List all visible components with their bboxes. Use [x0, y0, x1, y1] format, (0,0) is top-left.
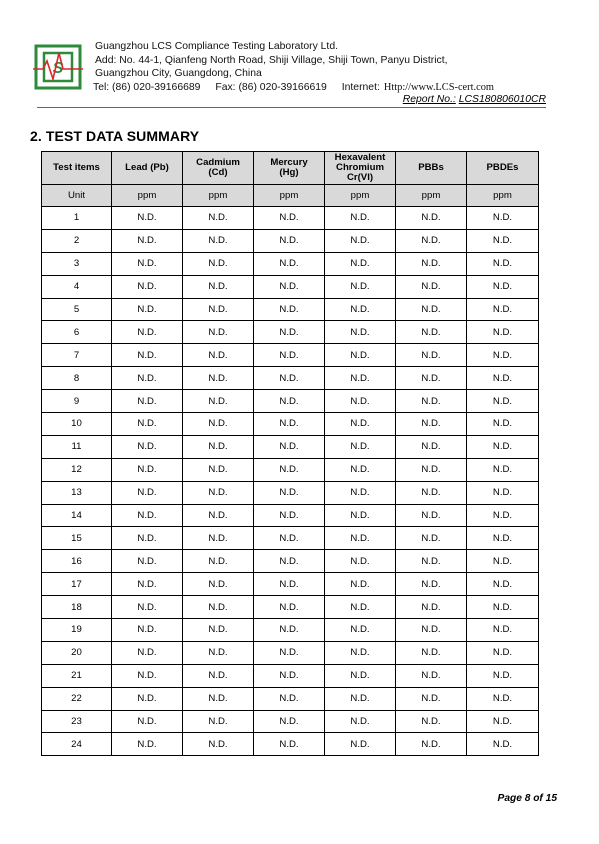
result-cell: N.D.: [112, 733, 183, 756]
result-cell: N.D.: [396, 641, 467, 664]
result-cell: N.D.: [112, 252, 183, 275]
result-cell: N.D.: [396, 733, 467, 756]
result-cell: N.D.: [467, 367, 539, 390]
result-cell: N.D.: [254, 458, 325, 481]
result-cell: N.D.: [254, 664, 325, 687]
result-cell: N.D.: [254, 435, 325, 458]
result-cell: N.D.: [183, 573, 254, 596]
result-cell: N.D.: [183, 710, 254, 733]
test-item-number: 13: [42, 481, 112, 504]
result-cell: N.D.: [183, 229, 254, 252]
unit-cell: ppm: [254, 185, 325, 207]
result-cell: N.D.: [396, 527, 467, 550]
result-cell: N.D.: [183, 321, 254, 344]
result-cell: N.D.: [467, 298, 539, 321]
test-item-number: 19: [42, 619, 112, 642]
result-cell: N.D.: [254, 573, 325, 596]
header-mercury: Mercury (Hg): [254, 152, 325, 185]
table-row: [42, 619, 539, 642]
result-cell: N.D.: [467, 619, 539, 642]
result-cell: N.D.: [396, 458, 467, 481]
table-row: [42, 550, 539, 573]
result-cell: N.D.: [183, 390, 254, 413]
unit-cell: ppm: [183, 185, 254, 207]
result-cell: N.D.: [183, 596, 254, 619]
result-cell: N.D.: [183, 664, 254, 687]
result-cell: N.D.: [467, 207, 539, 230]
result-cell: N.D.: [467, 687, 539, 710]
result-cell: N.D.: [467, 321, 539, 344]
result-cell: N.D.: [467, 229, 539, 252]
result-cell: N.D.: [325, 619, 396, 642]
table-row: [42, 641, 539, 664]
test-item-number: 11: [42, 435, 112, 458]
result-cell: N.D.: [183, 344, 254, 367]
test-item-number: 20: [42, 641, 112, 664]
result-cell: N.D.: [325, 733, 396, 756]
result-cell: N.D.: [396, 619, 467, 642]
table-row: [42, 321, 539, 344]
test-item-number: 23: [42, 710, 112, 733]
test-item-number: 9: [42, 390, 112, 413]
result-cell: N.D.: [112, 504, 183, 527]
report-number-label: Report No.:: [402, 94, 456, 105]
table-row: [42, 504, 539, 527]
test-item-number: 16: [42, 550, 112, 573]
unit-row: [42, 185, 539, 207]
result-cell: N.D.: [396, 550, 467, 573]
result-cell: N.D.: [396, 596, 467, 619]
test-item-number: 15: [42, 527, 112, 550]
result-cell: N.D.: [396, 275, 467, 298]
result-cell: N.D.: [467, 390, 539, 413]
lcs-logo-icon: [33, 43, 83, 91]
table-row: [42, 298, 539, 321]
result-cell: N.D.: [254, 619, 325, 642]
test-item-number: 6: [42, 321, 112, 344]
result-cell: N.D.: [325, 252, 396, 275]
result-cell: N.D.: [467, 664, 539, 687]
table-row: [42, 275, 539, 298]
test-item-number: 4: [42, 275, 112, 298]
result-cell: N.D.: [396, 573, 467, 596]
table-row: [42, 687, 539, 710]
table-row: [42, 252, 539, 275]
table-row: [42, 664, 539, 687]
header-cadmium: Cadmium (Cd): [183, 152, 254, 185]
header-lead: Lead (Pb): [112, 152, 183, 185]
header-pbbs: PBBs: [396, 152, 467, 185]
result-cell: N.D.: [467, 252, 539, 275]
table-row: [42, 573, 539, 596]
result-cell: N.D.: [325, 298, 396, 321]
result-cell: N.D.: [112, 390, 183, 413]
result-cell: N.D.: [396, 413, 467, 436]
result-cell: N.D.: [396, 229, 467, 252]
test-item-number: 8: [42, 367, 112, 390]
test-item-number: 3: [42, 252, 112, 275]
result-cell: N.D.: [325, 710, 396, 733]
result-cell: N.D.: [183, 275, 254, 298]
result-cell: N.D.: [396, 687, 467, 710]
address-line-2: Guangzhou City, Guangdong, China: [95, 68, 262, 80]
result-cell: N.D.: [254, 504, 325, 527]
table-row: [42, 481, 539, 504]
table-row: [42, 344, 539, 367]
internet-url[interactable]: Http://www.LCS-cert.com: [383, 81, 495, 93]
result-cell: N.D.: [325, 435, 396, 458]
result-cell: N.D.: [325, 664, 396, 687]
header-contact-block: [95, 40, 506, 94]
result-cell: N.D.: [254, 733, 325, 756]
result-cell: N.D.: [183, 458, 254, 481]
result-cell: N.D.: [396, 481, 467, 504]
table-row: [42, 207, 539, 230]
result-cell: N.D.: [112, 344, 183, 367]
test-item-number: 18: [42, 596, 112, 619]
result-cell: N.D.: [325, 481, 396, 504]
result-cell: N.D.: [467, 733, 539, 756]
result-cell: N.D.: [112, 710, 183, 733]
result-cell: N.D.: [112, 596, 183, 619]
result-cell: N.D.: [325, 413, 396, 436]
test-item-number: 7: [42, 344, 112, 367]
result-cell: N.D.: [112, 229, 183, 252]
result-cell: N.D.: [325, 504, 396, 527]
result-cell: N.D.: [112, 413, 183, 436]
result-cell: N.D.: [254, 275, 325, 298]
result-cell: N.D.: [467, 344, 539, 367]
result-cell: N.D.: [325, 573, 396, 596]
result-cell: N.D.: [396, 504, 467, 527]
header-test-items: Test items: [42, 152, 112, 185]
internet-label: Internet:: [341, 81, 380, 93]
result-cell: N.D.: [396, 298, 467, 321]
result-cell: N.D.: [325, 229, 396, 252]
result-cell: N.D.: [183, 435, 254, 458]
result-cell: N.D.: [254, 596, 325, 619]
result-cell: N.D.: [325, 458, 396, 481]
test-item-number: 14: [42, 504, 112, 527]
result-cell: N.D.: [183, 687, 254, 710]
result-cell: N.D.: [112, 481, 183, 504]
result-cell: N.D.: [467, 275, 539, 298]
page-number: Page 8 of 15: [497, 793, 557, 804]
table-row: [42, 229, 539, 252]
result-cell: N.D.: [112, 550, 183, 573]
report-number-line: [403, 94, 546, 105]
result-cell: N.D.: [467, 504, 539, 527]
result-cell: N.D.: [112, 458, 183, 481]
unit-label: Unit: [42, 185, 112, 207]
result-cell: N.D.: [112, 207, 183, 230]
result-cell: N.D.: [467, 458, 539, 481]
test-item-number: 10: [42, 413, 112, 436]
test-data-table: [41, 151, 539, 756]
result-cell: N.D.: [183, 413, 254, 436]
result-cell: N.D.: [254, 413, 325, 436]
table-row: [42, 390, 539, 413]
result-cell: N.D.: [396, 344, 467, 367]
result-cell: N.D.: [112, 687, 183, 710]
table-row: [42, 367, 539, 390]
result-cell: N.D.: [183, 619, 254, 642]
result-cell: N.D.: [325, 321, 396, 344]
result-cell: N.D.: [183, 550, 254, 573]
result-cell: N.D.: [396, 664, 467, 687]
result-cell: N.D.: [183, 207, 254, 230]
test-item-number: 12: [42, 458, 112, 481]
test-item-number: 22: [42, 687, 112, 710]
result-cell: N.D.: [325, 275, 396, 298]
result-cell: N.D.: [112, 664, 183, 687]
result-cell: N.D.: [467, 596, 539, 619]
result-cell: N.D.: [467, 710, 539, 733]
result-cell: N.D.: [254, 687, 325, 710]
tel-text: Tel: (86) 020-39166689: [93, 81, 201, 93]
result-cell: N.D.: [112, 298, 183, 321]
table-row: [42, 413, 539, 436]
unit-cell: ppm: [112, 185, 183, 207]
table-row: [42, 710, 539, 733]
result-cell: N.D.: [325, 344, 396, 367]
result-cell: N.D.: [112, 573, 183, 596]
result-cell: N.D.: [467, 573, 539, 596]
table-row: [42, 458, 539, 481]
result-cell: N.D.: [254, 344, 325, 367]
result-cell: N.D.: [183, 527, 254, 550]
result-cell: N.D.: [467, 641, 539, 664]
result-cell: N.D.: [325, 367, 396, 390]
result-cell: N.D.: [112, 321, 183, 344]
test-item-number: 2: [42, 229, 112, 252]
unit-cell: ppm: [396, 185, 467, 207]
result-cell: N.D.: [254, 710, 325, 733]
result-cell: N.D.: [112, 619, 183, 642]
result-cell: N.D.: [254, 481, 325, 504]
result-cell: N.D.: [112, 641, 183, 664]
table-row: [42, 435, 539, 458]
test-item-number: 24: [42, 733, 112, 756]
result-cell: N.D.: [396, 710, 467, 733]
result-cell: N.D.: [254, 641, 325, 664]
table-header-row: [42, 152, 539, 185]
result-cell: N.D.: [325, 207, 396, 230]
svg-text:S: S: [52, 60, 64, 77]
result-cell: N.D.: [254, 207, 325, 230]
result-cell: N.D.: [254, 367, 325, 390]
result-cell: N.D.: [396, 252, 467, 275]
result-cell: N.D.: [112, 527, 183, 550]
table-row: [42, 527, 539, 550]
table-row: [42, 733, 539, 756]
result-cell: N.D.: [396, 207, 467, 230]
test-item-number: 1: [42, 207, 112, 230]
test-item-number: 21: [42, 664, 112, 687]
result-cell: N.D.: [325, 390, 396, 413]
result-cell: N.D.: [183, 252, 254, 275]
section-title: 2. TEST DATA SUMMARY: [30, 128, 200, 144]
report-number-value: LCS180806010CR: [458, 94, 546, 105]
result-cell: N.D.: [467, 481, 539, 504]
result-cell: N.D.: [254, 321, 325, 344]
result-cell: N.D.: [112, 367, 183, 390]
address-line-1: Add: No. 44-1, Qianfeng North Road, Shiji Village, Shiji Town, Panyu District,: [95, 54, 448, 66]
unit-cell: ppm: [325, 185, 396, 207]
header-hexavalent-chromium: Hexavalent Chromium Cr(VI): [325, 152, 396, 185]
result-cell: N.D.: [254, 298, 325, 321]
result-cell: N.D.: [254, 550, 325, 573]
result-cell: N.D.: [467, 527, 539, 550]
result-cell: N.D.: [254, 229, 325, 252]
result-cell: N.D.: [396, 321, 467, 344]
test-item-number: 5: [42, 298, 112, 321]
result-cell: N.D.: [112, 435, 183, 458]
result-cell: N.D.: [325, 641, 396, 664]
test-item-number: 17: [42, 573, 112, 596]
result-cell: N.D.: [254, 527, 325, 550]
result-cell: N.D.: [183, 481, 254, 504]
result-cell: N.D.: [467, 435, 539, 458]
result-cell: N.D.: [396, 435, 467, 458]
result-cell: N.D.: [325, 596, 396, 619]
result-cell: N.D.: [183, 367, 254, 390]
result-cell: N.D.: [254, 390, 325, 413]
result-cell: N.D.: [183, 733, 254, 756]
result-cell: N.D.: [467, 413, 539, 436]
result-cell: N.D.: [325, 550, 396, 573]
result-cell: N.D.: [325, 687, 396, 710]
result-cell: N.D.: [467, 550, 539, 573]
table-row: [42, 596, 539, 619]
contact-line: [93, 81, 506, 95]
company-name: Guangzhou LCS Compliance Testing Laboratory Ltd.: [95, 41, 338, 52]
unit-cell: ppm: [467, 185, 539, 207]
fax-text: Fax: (86) 020-39166619: [215, 81, 327, 93]
result-cell: N.D.: [396, 390, 467, 413]
result-cell: N.D.: [112, 275, 183, 298]
result-cell: N.D.: [183, 298, 254, 321]
result-cell: N.D.: [254, 252, 325, 275]
result-cell: N.D.: [183, 504, 254, 527]
result-cell: N.D.: [396, 367, 467, 390]
header-pbdes: PBDEs: [467, 152, 539, 185]
result-cell: N.D.: [183, 641, 254, 664]
result-cell: N.D.: [325, 527, 396, 550]
header-divider: [37, 107, 546, 108]
